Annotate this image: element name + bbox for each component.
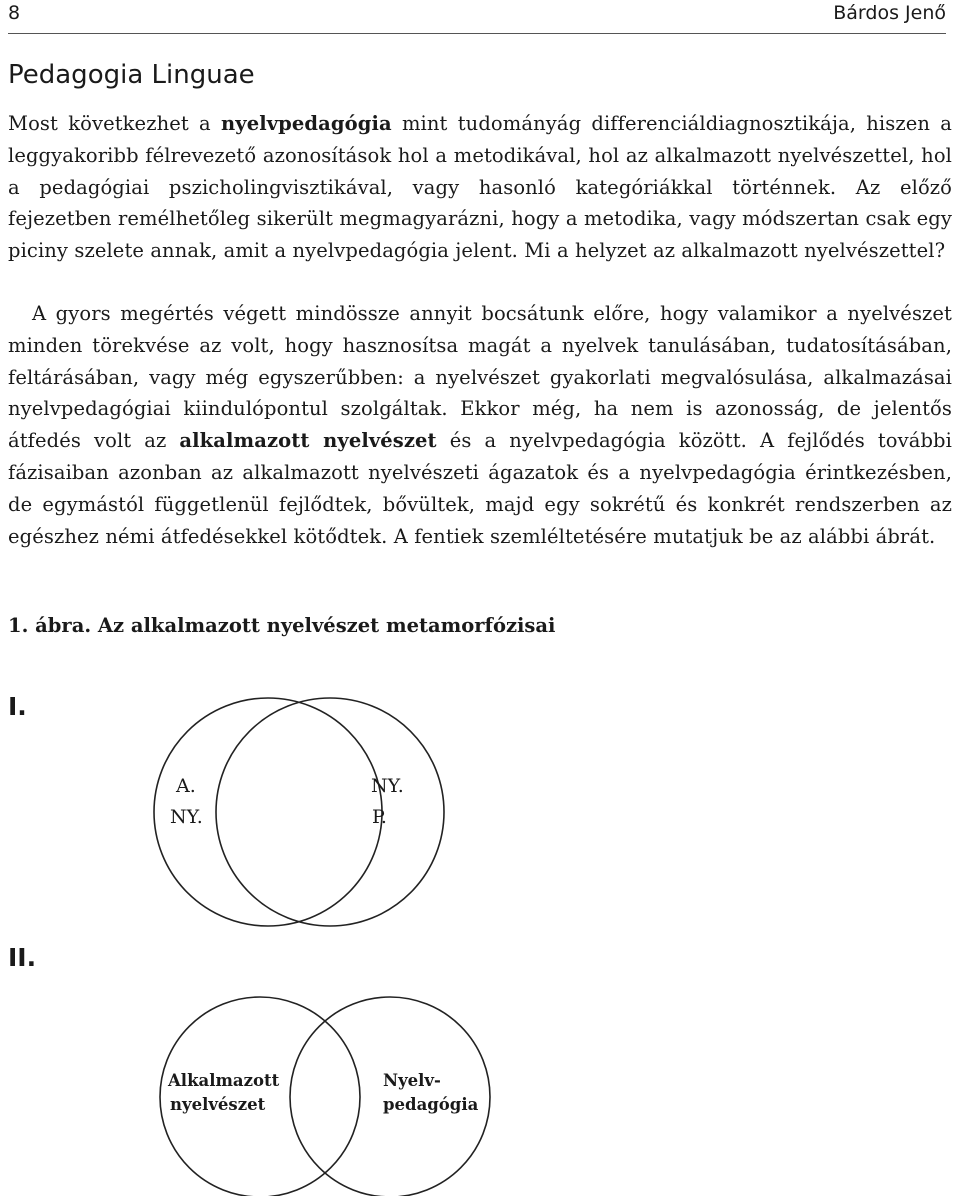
venn-2-right-label-line-2: pedagógia — [383, 1095, 479, 1114]
venn-2-left-label-line-2: nyelvészet — [170, 1095, 266, 1114]
diagram-2-label: II. — [8, 943, 37, 972]
venn-1-left-label-line-2: NY. — [170, 806, 203, 828]
diagram-1-label: I. — [8, 692, 27, 721]
section-title: Pedagogia Linguae — [8, 60, 255, 90]
venn-1-right-label-line-1: NY. — [371, 775, 404, 797]
venn-1-right-circle — [216, 698, 444, 926]
page-number: 8 — [8, 2, 21, 24]
venn-1-right-label-line-2: P. — [372, 806, 387, 828]
paragraph-1-text-start: Most következhet a — [8, 112, 222, 135]
venn-2-right-label-line-1: Nyelv- — [383, 1071, 441, 1090]
venn-diagram-1 — [8, 692, 444, 926]
term-nyelvpedagogia: nyelvpedagógia — [221, 112, 392, 135]
running-header-author: Bárdos Jenő — [833, 2, 946, 24]
venn-diagram-2 — [8, 943, 490, 1196]
figure-caption: 1. ábra. Az alkalmazott nyelvészet metamorfózisai — [8, 614, 556, 637]
paragraph-2-text-end: és a nyelvpedagógia között. A fejlődés további fázisaiban azonban az alkalmazott nyelvészeti ágazatok és a nyelvpedagógia érintkezésben, de egymástól függetlenül fejlődtek, bővültek, majd egy sokrétű és konkrét rendszerben az egészhez némi átfedésekkel kötődtek. A fentiek szemléltetésére mutatjuk be az alábbi ábrát. — [8, 429, 952, 548]
paragraph-2-text-start: A gyors megértés végett mindössze annyit bocsátunk előre, hogy valamikor a nyelvészet minden törekvése az volt, hogy hasznosítsa magát a nyelvek tanulásában, tudatosításában, feltárásában, vagy még egyszerűbben: a nyelvészet gyakorlati megvalósulása, alkalmazásai nyelvpedagógiai kiindulópontul szolgáltak. Ekkor még, ha nem is azonosság, de jelentős átfedés volt az — [8, 302, 952, 453]
venn-1-left-label-line-1: A. — [176, 775, 196, 797]
term-alkalmazott-nyelveszet: alkalmazott nyelvészet — [179, 429, 437, 453]
venn-2-left-label-line-1: Alkalmazott — [168, 1071, 280, 1090]
paragraph-1-text-end: mint tudományág differenciáldiagnosztikája, hiszen a leggyakoribb félrevezető azonosítások hol a metodikával, hol az alkalmazott nyelvészettel, hol a pedagógiai pszicholingvisztikával, vagy hasonló kategóriákkal történnek. Az előző fejezetben remélhetőleg sikerült megmagyarázni, hogy a metodika, vagy módszertan csak egy piciny szelete annak, amit a nyelvpedagógia jelent. Mi a helyzet az alkalmazott nyelvészettel? — [8, 112, 953, 263]
